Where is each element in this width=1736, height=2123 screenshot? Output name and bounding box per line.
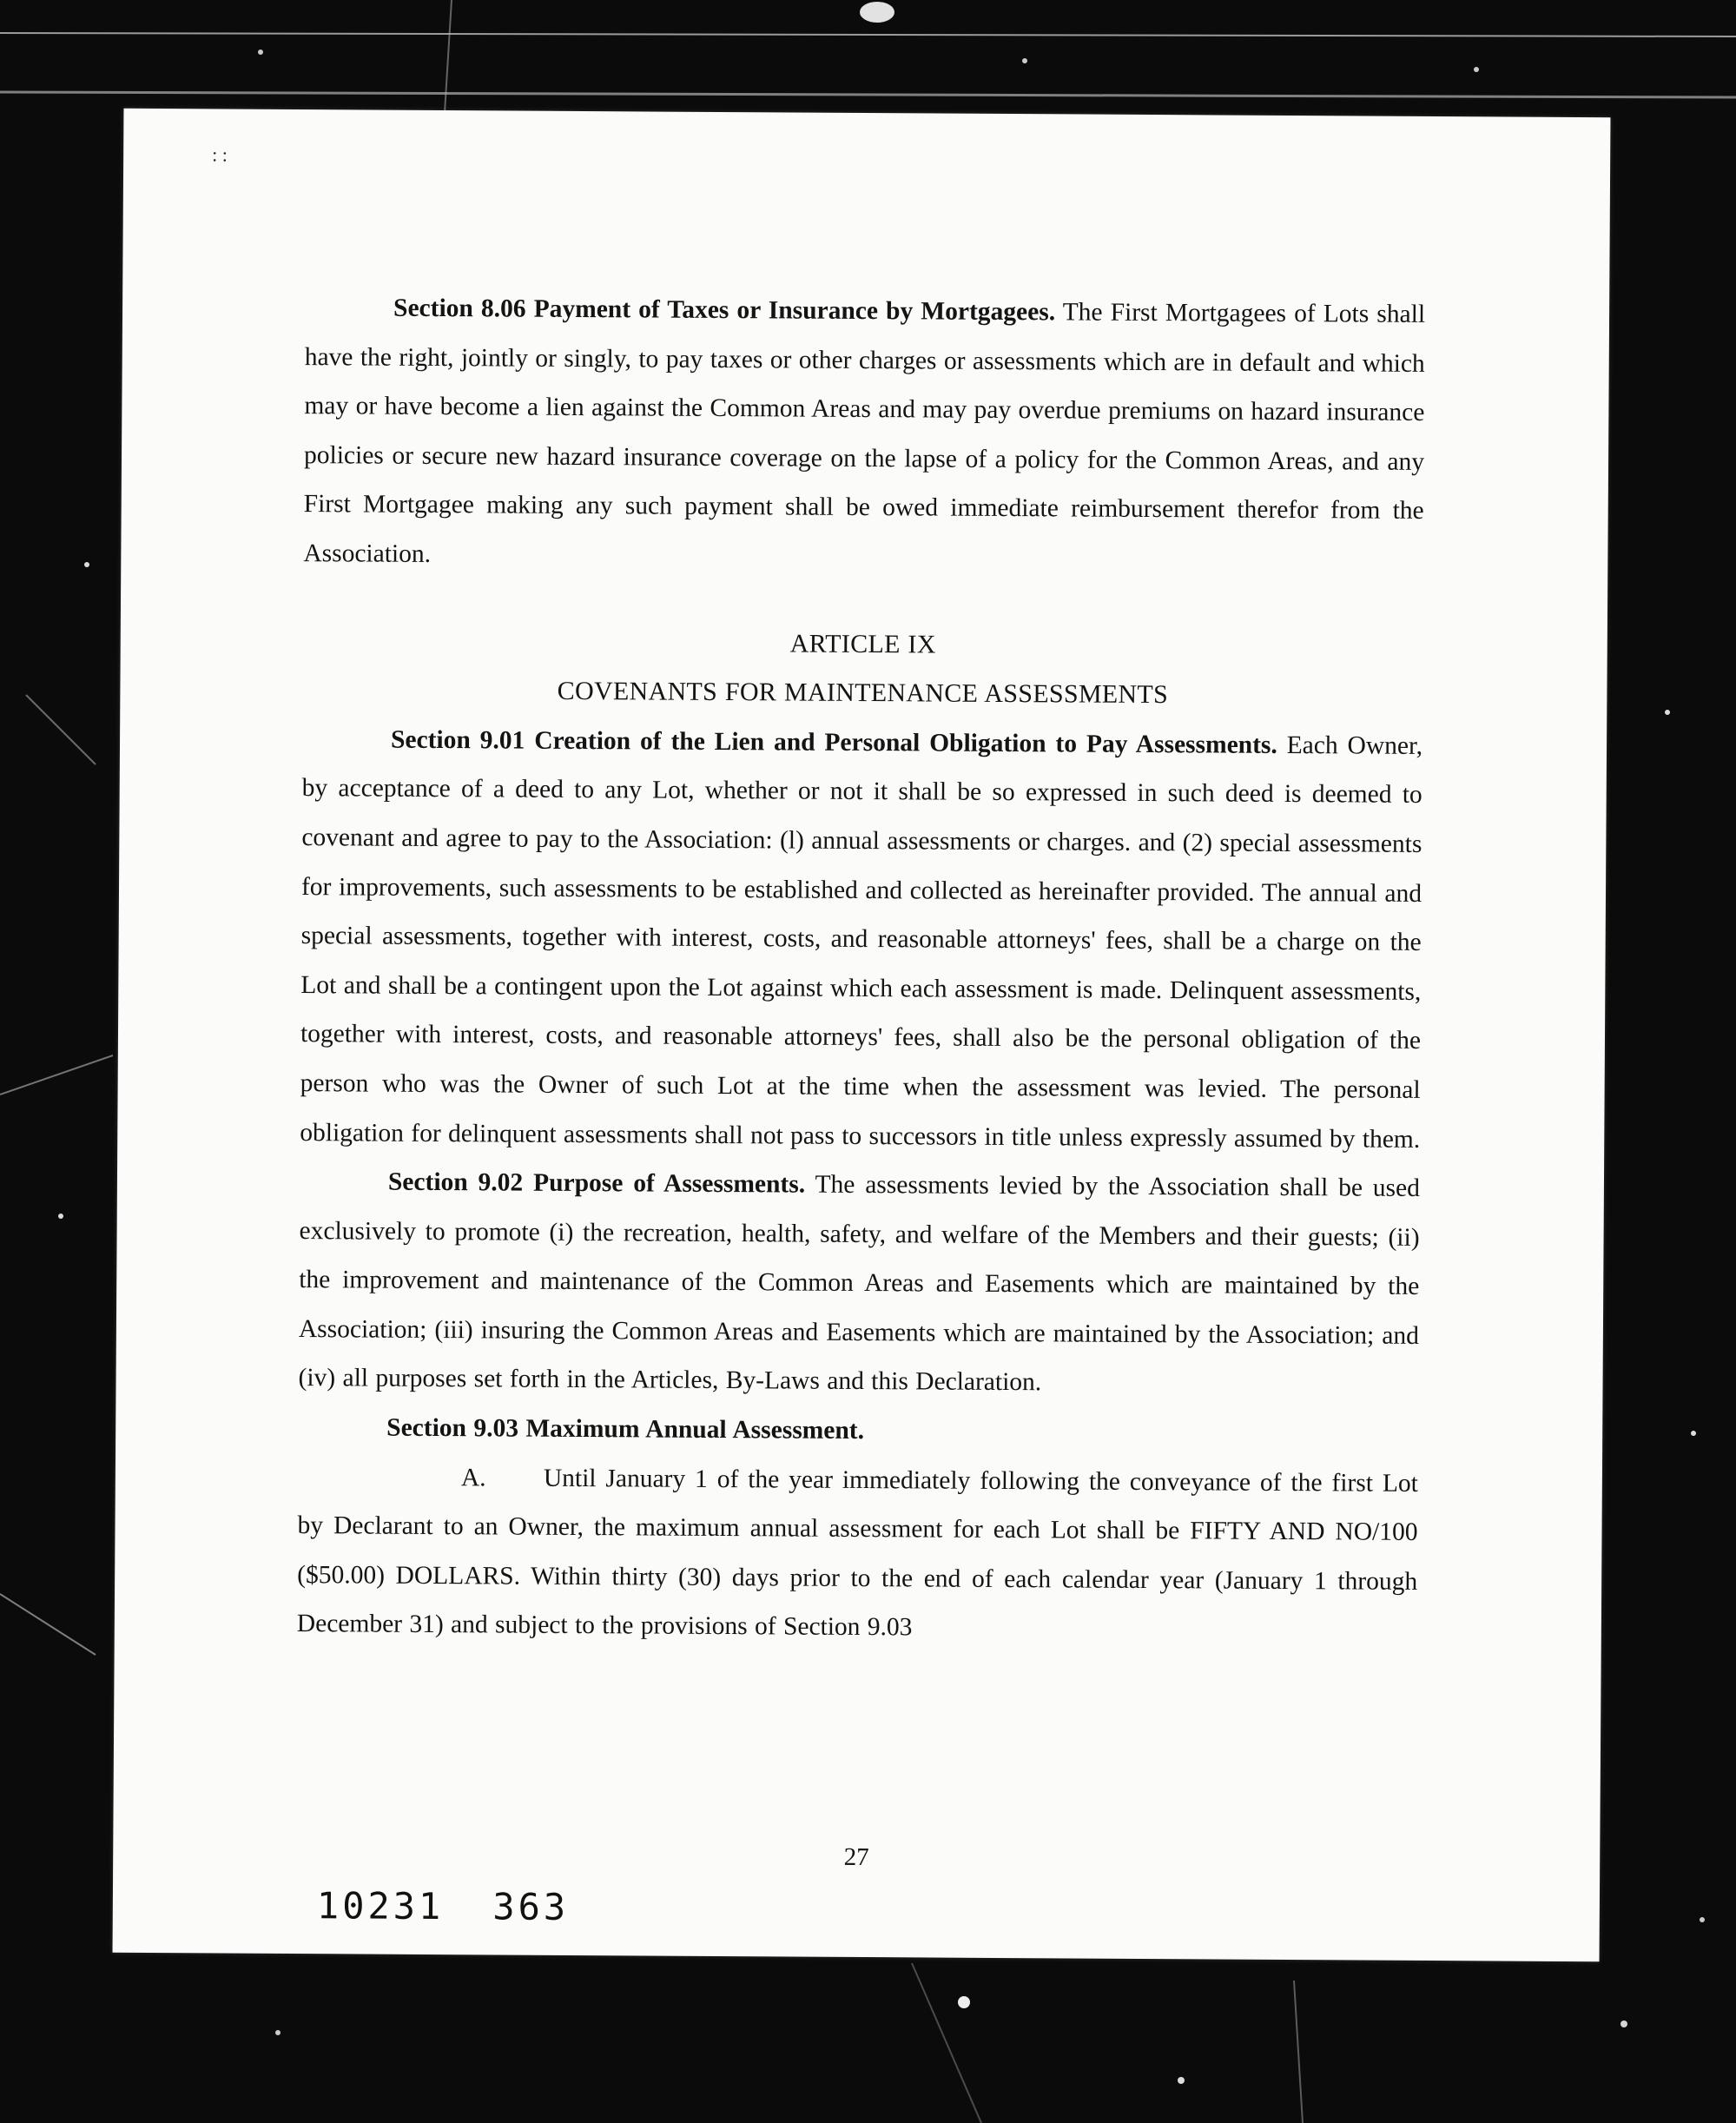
section-9-03-subsection-a [297, 1452, 1418, 1656]
section-9-02-paragraph [298, 1157, 1420, 1410]
section-8-06-heading: Section 8.06 Payment of Taxes or Insurance by Mortgagees. [393, 294, 1056, 327]
document-page [113, 109, 1611, 1961]
article-title: ARTICLE IX [789, 629, 936, 659]
section-8-06-paragraph [303, 283, 1425, 585]
corner-marks: : : [212, 143, 228, 166]
stamp-book-number: 10231 [316, 1884, 445, 1928]
page-number: 27 [843, 1842, 869, 1872]
section-9-02-heading: Section 9.02 Purpose of Assessments. [387, 1167, 806, 1199]
document-body [297, 283, 1426, 1656]
section-9-02-body: The assessments levied by the Association shall be used exclusively to promote (i) the recreation, health, safety, and welfare of the Members and their guests; (ii) the improvement and maintenance of the Common Areas and Easements which are maintained by the Association; (iii) insuring the Common Areas and Easements which are maintained by the Association; and (iv) all purposes set forth in the Articles, By-Laws and this Declaration. [298, 1170, 1421, 1397]
subsection-a-label: A. [460, 1463, 486, 1492]
spacer [303, 579, 1423, 624]
subsection-a-body: Until January 1 of the year immediately following the conveyance of the first Lot by Declarant to an Owner, the maximum annual assessment for each Lot shall be FIFTY AND NO/100 ($50.00) DOLLARS. Within thirty (30) days prior to the end of each calendar year (January 1 through December 31) and subject to the provisions of Section 9.03 [296, 1464, 1418, 1642]
stamp-page-number: 363 [492, 1885, 570, 1928]
section-9-03-paragraph [298, 1403, 1418, 1458]
article-subtitle: COVENANTS FOR MAINTENANCE ASSESSMENTS [557, 677, 1169, 710]
section-9-01-body: Each Owner, by acceptance of a deed to any Lot, whether or not it shall be so expressed in such deed is deemed to covenant and agree to pay to the Association: (l) annual assessments or charges. and (2) special assessments for improvements, such assessments to be established and collected as hereinafter provided. The annual and special assessments, together with interest, costs, and reasonable attorneys' fees, shall be a charge on the Lot and shall be a contingent upon the Lot against which each assessment is made. Delinquent assessments, together with interest, costs, and reasonable attorneys' fees, shall also be the personal obligation of the person who was the Owner of such Lot at the time when the assessment was levied. The personal obligation for delinquent assessments shall not pass to successors in title unless expressly assumed by them. [300, 731, 1423, 1154]
section-9-01-heading: Section 9.01 Creation of the Lien and Personal Obligation to Pay Assessments. [390, 725, 1277, 759]
section-8-06-body: The First Mortgagees of Lots shall have the right, jointly or singly, to pay taxes or other charges or assessments which are in default and which may or have become a lien against the Common Areas and may pay overdue premiums on hazard insurance policies or secure new hazard insurance coverage on the lapse of a policy for the Common Areas, and any First Mortgagee making any such payment shall be owed immediate reimbursement therefor from the Association. [303, 298, 1426, 568]
section-9-01-paragraph [300, 715, 1422, 1164]
section-9-03-heading: Section 9.03 Maximum Annual Assessment. [386, 1413, 865, 1445]
recording-stamp [317, 1884, 570, 1928]
